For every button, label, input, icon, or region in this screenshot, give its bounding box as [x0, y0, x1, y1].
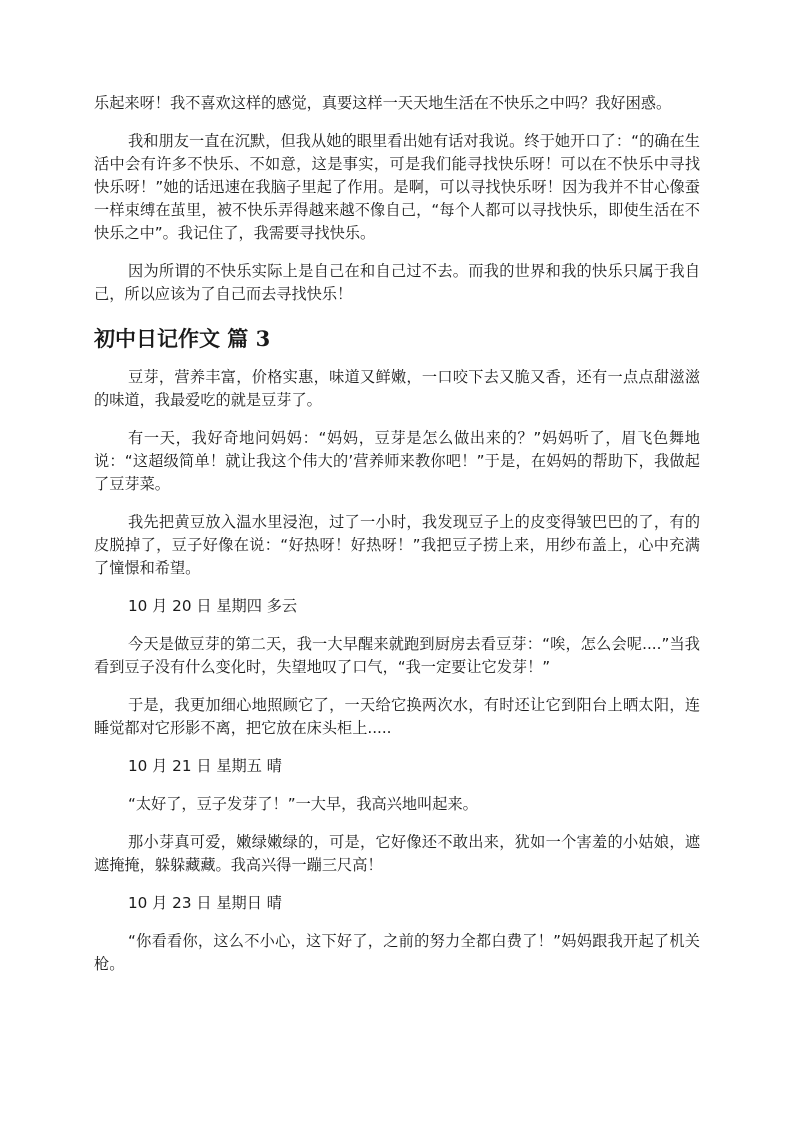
paragraph: “太好了，豆子发芽了！”一大早，我高兴地叫起来。 [128, 795, 478, 813]
document-page [94, 92, 700, 991]
paragraph: 乐起来呀！我不喜欢这样的感觉，真要这样一天天地生活在不快乐之中吗？我好困惑。 [94, 94, 672, 112]
paragraph: 我先把黄豆放入温水里浸泡，过了一小时，我发现豆子上的皮变得皱巴巴的了，有的皮脱掉了，豆子好像在说：“好热呀！好热呀！”我把豆子捞上来，用纱布盖上，心中充满了憧憬和希望。 [94, 513, 700, 577]
paragraph: 因为所谓的不快乐实际上是自己在和自己过不去。而我的世界和我的快乐只属于我自己，所以应该为了自己而去寻找快乐！ [94, 262, 700, 303]
diary-date: 10 月 21 日 星期五 晴 [128, 757, 282, 775]
paragraph: 今天是做豆芽的第二天，我一大早醒来就跑到厨房去看豆芽：“唉，怎么会呢....”当我看到豆子没有什么变化时，失望地叹了口气，“我一定要让它发芽！” [94, 635, 700, 676]
paragraph: 我和朋友一直在沉默，但我从她的眼里看出她有话对我说。终于她开口了：“的确在生活中会有许多不快乐、不如意，这是事实，可是我们能寻找快乐呀！可以在不快乐中寻找快乐呀！”她的话迅速在我脑子里起了作用。是啊，可以寻找快乐呀！因为我并不甘心像蚕一样束缚在茧里，被不快乐弄得越来越不像自己，“每个人都可以寻找快乐，即使生活在不快乐之中”。我记住了，我需要寻找快乐。 [94, 132, 700, 242]
section-heading: 初中日记作文 篇 3 [94, 326, 271, 351]
paragraph: 有一天，我好奇地问妈妈：“妈妈，豆芽是怎么做出来的？”妈妈听了，眉飞色舞地说：“这超级简单！就让我这个伟大的’营养师来教你吧！”于是，在妈妈的帮助下，我做起了豆芽菜。 [94, 429, 700, 493]
paragraph: “你看看你，这么不小心，这下好了，之前的努力全都白费了！”妈妈跟我开起了机关枪。 [94, 932, 700, 973]
diary-date: 10 月 23 日 星期日 晴 [128, 894, 282, 912]
diary-date: 10 月 20 日 星期四 多云 [128, 597, 298, 615]
paragraph: 于是，我更加细心地照顾它了，一天给它换两次水，有时还让它到阳台上晒太阳，连睡觉都对它形影不离，把它放在床头柜上..... [94, 696, 700, 737]
paragraph: 豆芽，营养丰富，价格实惠，味道又鲜嫩，一口咬下去又脆又香，还有一点点甜滋滋的味道，我最爱吃的就是豆芽了。 [94, 368, 700, 409]
paragraph: 那小芽真可爱，嫩绿嫩绿的，可是，它好像还不敢出来，犹如一个害羞的小姑娘，遮遮掩掩，躲躲藏藏。我高兴得一蹦三尺高！ [94, 833, 700, 874]
